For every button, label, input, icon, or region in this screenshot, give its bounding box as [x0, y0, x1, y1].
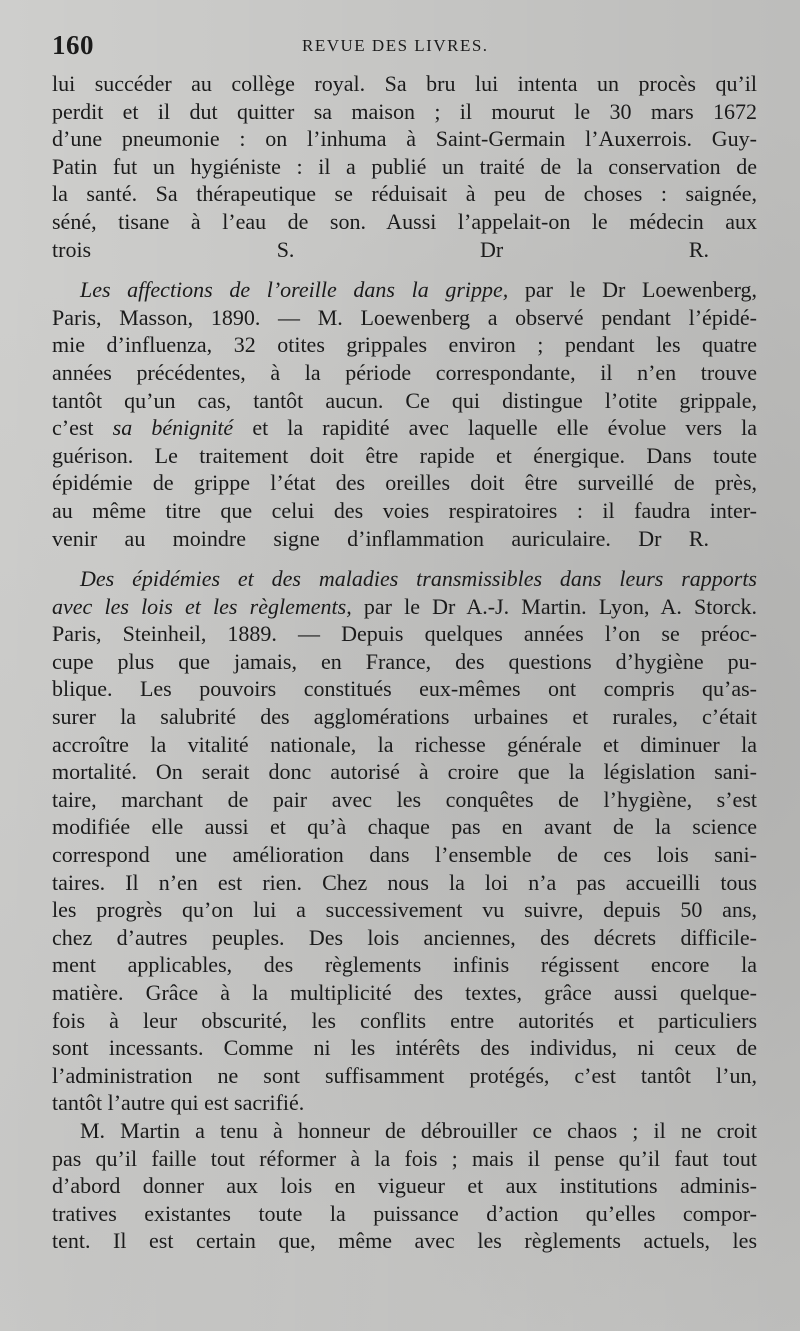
text-line: d’une pneumonie : on l’inhuma à Saint-Germain l’Auxerrois. Guy-: [52, 126, 757, 152]
signature: Dr R.: [638, 525, 710, 551]
text-line: mie d’influenza, 32 otites grippales environ ; pendant les quatre: [52, 332, 757, 358]
text-line: tratives existantes toute la puissance d’action qu’elles compor-: [52, 1200, 757, 1226]
text-line: épidémie de grippe l’état des oreilles doit être surveillé de près,: [52, 470, 757, 496]
text-line-with-signature: [52, 236, 757, 264]
text-line: chez d’autres peuples. Des lois anciennes, des décrets difficile-: [52, 924, 757, 950]
text-line: au même titre que celui des voies respiratoires : il faudra inter-: [52, 497, 757, 523]
text-line: perdit et il dut quitter sa maison ; il mourut le 30 mars 1672: [52, 98, 757, 124]
text-line: accroître la vitalité nationale, la richesse générale et diminuer la: [52, 731, 757, 757]
text-line: Paris, Masson, 1890. — M. Loewenberg a observé pendant l’épidé-: [52, 304, 757, 330]
text-line: lui succéder au collège royal. Sa bru lui intenta un procès qu’il: [52, 71, 757, 96]
text-line: tantôt qu’un cas, tantôt aucun. Ce qui distingue l’otite grippale,: [52, 387, 757, 413]
text-line: les progrès qu’on lui a successivement vu suivre, depuis 50 ans,: [52, 897, 757, 923]
review-author: par le Dr A.-J. Martin. Lyon, A. Storck.: [351, 593, 757, 619]
review-title-line: [52, 276, 757, 304]
review-affections-oreille: [52, 276, 757, 552]
text-line: cupe plus que jamais, en France, des questions d’hygiène pu-: [52, 648, 757, 674]
text-line: séné, tisane à l’eau de son. Aussi l’appelait-on le médecin aux: [52, 208, 757, 234]
text-fragment: trois S.: [52, 236, 295, 262]
paragraph-martin: [52, 1117, 757, 1255]
paragraph-gap: [52, 552, 757, 565]
text-line: [52, 414, 757, 442]
review-title-line: Des épidémies et des maladies transmissibles dans leurs rapports: [80, 566, 757, 592]
text-line: blique. Les pouvoirs constitués eux-mêmes ont compris qu’as-: [52, 676, 757, 702]
review-epidemies: [52, 565, 757, 1117]
text-line: l’administration ne sont suffisamment protégés, c’est tantôt l’un,: [52, 1062, 757, 1088]
text-line: Patin fut un hygiéniste : il a publié un traité de la conservation de: [52, 153, 757, 179]
text-line: d’abord donner aux lois en vigueur et aux institutions adminis-: [52, 1173, 757, 1199]
text-line: guérison. Le traitement doit être rapide et énergique. Dans toute: [52, 442, 757, 468]
text-line: Paris, Steinheil, 1889. — Depuis quelques années l’on se préoc-: [52, 621, 757, 647]
text-line: tantôt l’autre qui est sacrifié.: [52, 1090, 305, 1116]
text-line: taires. Il n’en est rien. Chez nous la loi n’a pas accueilli tous: [52, 869, 757, 895]
text-line: modifiée elle aussi et qu’à chaque pas en avant de la science: [52, 814, 757, 840]
text-line: pas qu’il faille tout réformer à la fois ; mais il pense qu’il faut tout: [52, 1145, 757, 1171]
signature: Dr R.: [480, 236, 710, 262]
text-line-with-signature: [52, 525, 757, 553]
text-line: surer la salubrité des agglomérations urbaines et rurales, c’était: [52, 704, 757, 730]
page-header: [52, 30, 760, 66]
text-line: taire, marchant de pair avec les conquêtes de l’hygiène, s’est: [52, 786, 757, 812]
paragraph-gap: [52, 263, 757, 276]
paragraph-guy-patin: [52, 70, 757, 263]
text-line: années précédentes, à la période correspondante, il n’en trouve: [52, 359, 757, 385]
emphasis: sa bénignité: [112, 415, 234, 441]
text-line: ment applicables, des règlements infinis régissent encore la: [52, 952, 757, 978]
review-title: avec les lois et les règlements,: [52, 593, 352, 619]
text-line: mortalité. On serait donc autorisé à croire que la législation sani-: [52, 759, 757, 785]
text-line: correspond une amélioration dans l’ensemble de ces lois sani-: [52, 842, 757, 868]
page-body: [52, 70, 757, 1255]
text-line: M. Martin a tenu à honneur de débrouiller ce chaos ; il ne croit: [80, 1117, 757, 1143]
text-line: sont incessants. Comme ni les intérêts des individus, ni ceux de: [52, 1035, 757, 1061]
text-line: fois à leur obscurité, les conflits entre autorités et particuliers: [52, 1007, 757, 1033]
review-title-line: [52, 593, 757, 621]
text-fragment: c’est: [52, 415, 113, 441]
text-line: la santé. Sa thérapeutique se réduisait à peu de choses : saignée,: [52, 181, 757, 207]
text-line: tent. Il est certain que, même avec les règlements actuels, les: [52, 1228, 757, 1254]
text-fragment: et la rapidité avec laquelle elle évolue vers la: [233, 415, 757, 441]
running-title: REVUE DES LIVRES.: [302, 36, 489, 55]
text-fragment: venir au moindre signe d’inflammation auriculaire.: [52, 525, 611, 551]
review-author: par le Dr Loewenberg,: [508, 277, 757, 303]
review-title: Les affections de l’oreille dans la grippe,: [80, 277, 509, 303]
page-number: 160: [52, 30, 94, 60]
text-line: matière. Grâce à la multiplicité des textes, grâce aussi quelque-: [52, 980, 757, 1005]
